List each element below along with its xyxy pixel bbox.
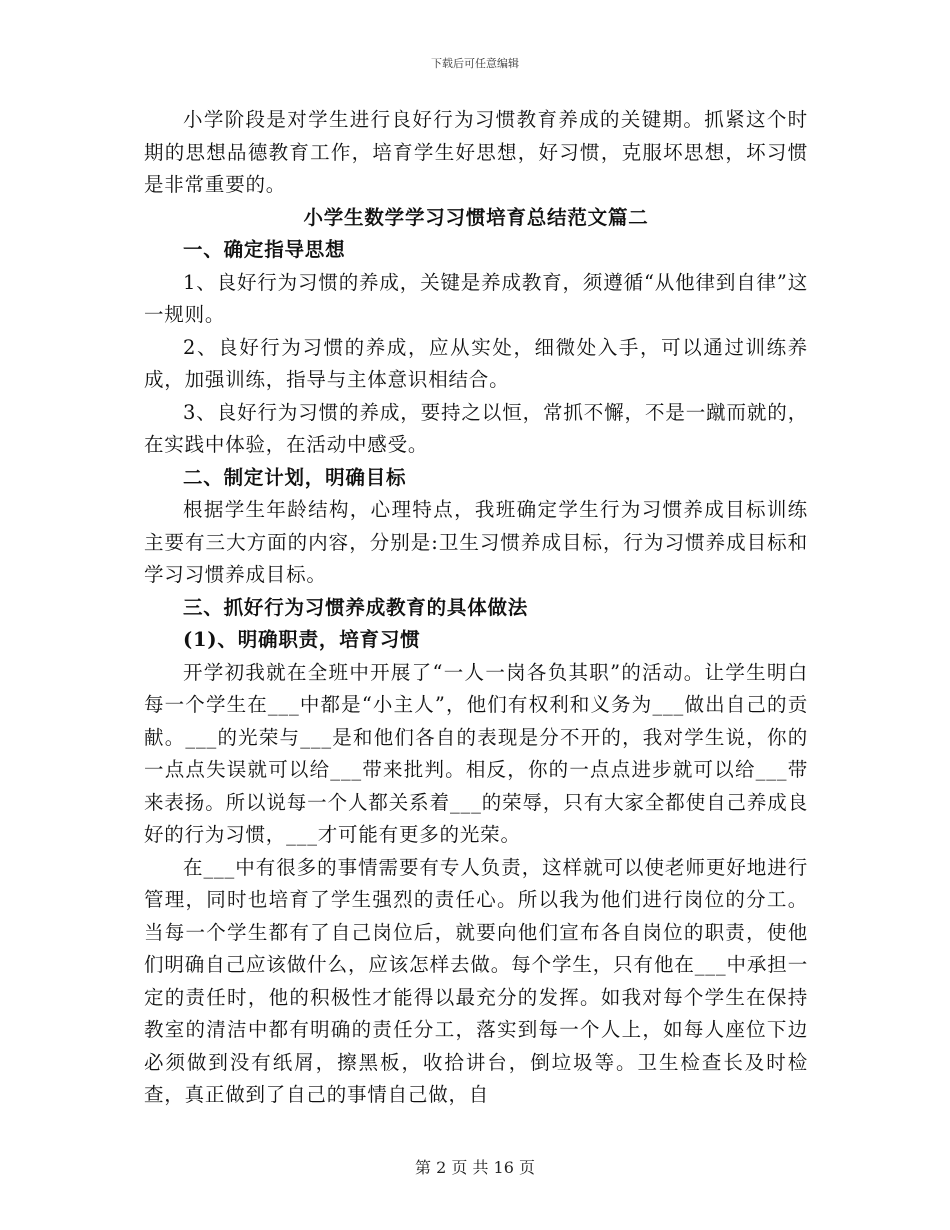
section-title: 小学生数学学习习惯培育总结范文篇二	[303, 205, 649, 229]
paragraph-point-1: 1、良好行为习惯的养成，关键是养成教育，须遵循“从他律到自律”这一规则。	[144, 270, 808, 326]
paragraph-point-3: 3、良好行为习惯的养成，要持之以恒，常抓不懈，不是一蹴而就的，在实践中体验，在活动中感受。	[144, 400, 808, 456]
paragraph-activity: 开学初我就在全班中开展了“一人一岗各负其职”的活动。让学生明白每一个学生在___中都是“小主人”，他们有权利和义务为___做出自己的贡献。___的光荣与___是和他们各自的表现是分不开的，我对学生说，你的一点点失误就可以给___带来批判。相反，你的一点点进步就可以给___带来表扬。所以说每一个人都关系着___的荣辱，只有大家全都使自己养成良好的行为习惯，___才可能有更多的光荣。	[144, 660, 809, 846]
subheading-duties: (1)、明确职责，培育习惯	[183, 628, 421, 651]
heading-methods: 三、抓好行为习惯养成教育的具体做法	[183, 595, 529, 619]
heading-guiding-thought: 一、确定指导思想	[183, 238, 346, 261]
paragraph-roles: 在___中有很多的事情需要有专人负责，这样就可以使老师更好地进行管理，同时也培育了学生强烈的责任心。所以我为他们进行岗位的分工。当每一个学生都有了自己岗位后，就要向他们宣布各自岗位的职责，使他们明确自己应该做什么，应该怎样去做。每个学生，只有他在___中承担一定的责任时，他的积极性才能得以最充分的发挥。如我对每个学生在保持教室的清洁中都有明确的责任分工，落实到每一个人上，如每人座位下边必须做到没有纸屑，擦黑板，收拾讲台，倒垃圾等。卫生检查长及时检查，真正做到了自己的事情自己做，自	[144, 855, 808, 1106]
document-body	[144, 104, 808, 1112]
intro-paragraph: 小学阶段是对学生进行良好行为习惯教育养成的关键期。抓紧这个时期的思想品德教育工作，培育学生好思想，好习惯，克服坏思想，坏习惯是非常重要的。	[144, 108, 808, 196]
paragraph-goals: 根据学生年龄结构，心理特点，我班确定学生行为习惯养成目标训练主要有三大方面的内容，分别是:卫生习惯养成目标，行为习惯养成目标和学习习惯养成目标。	[144, 498, 808, 586]
page-number: 第 2 页 共 16 页	[415, 1158, 535, 1177]
page-header: 下载后可任意编辑	[431, 57, 519, 70]
paragraph-point-2: 2、良好行为习惯的养成，应从实处，细微处入手，可以通过训练养成，加强训练，指导与主体意识相结合。	[144, 335, 808, 391]
heading-plan-goals: 二、制定计划，明确目标	[183, 465, 407, 489]
